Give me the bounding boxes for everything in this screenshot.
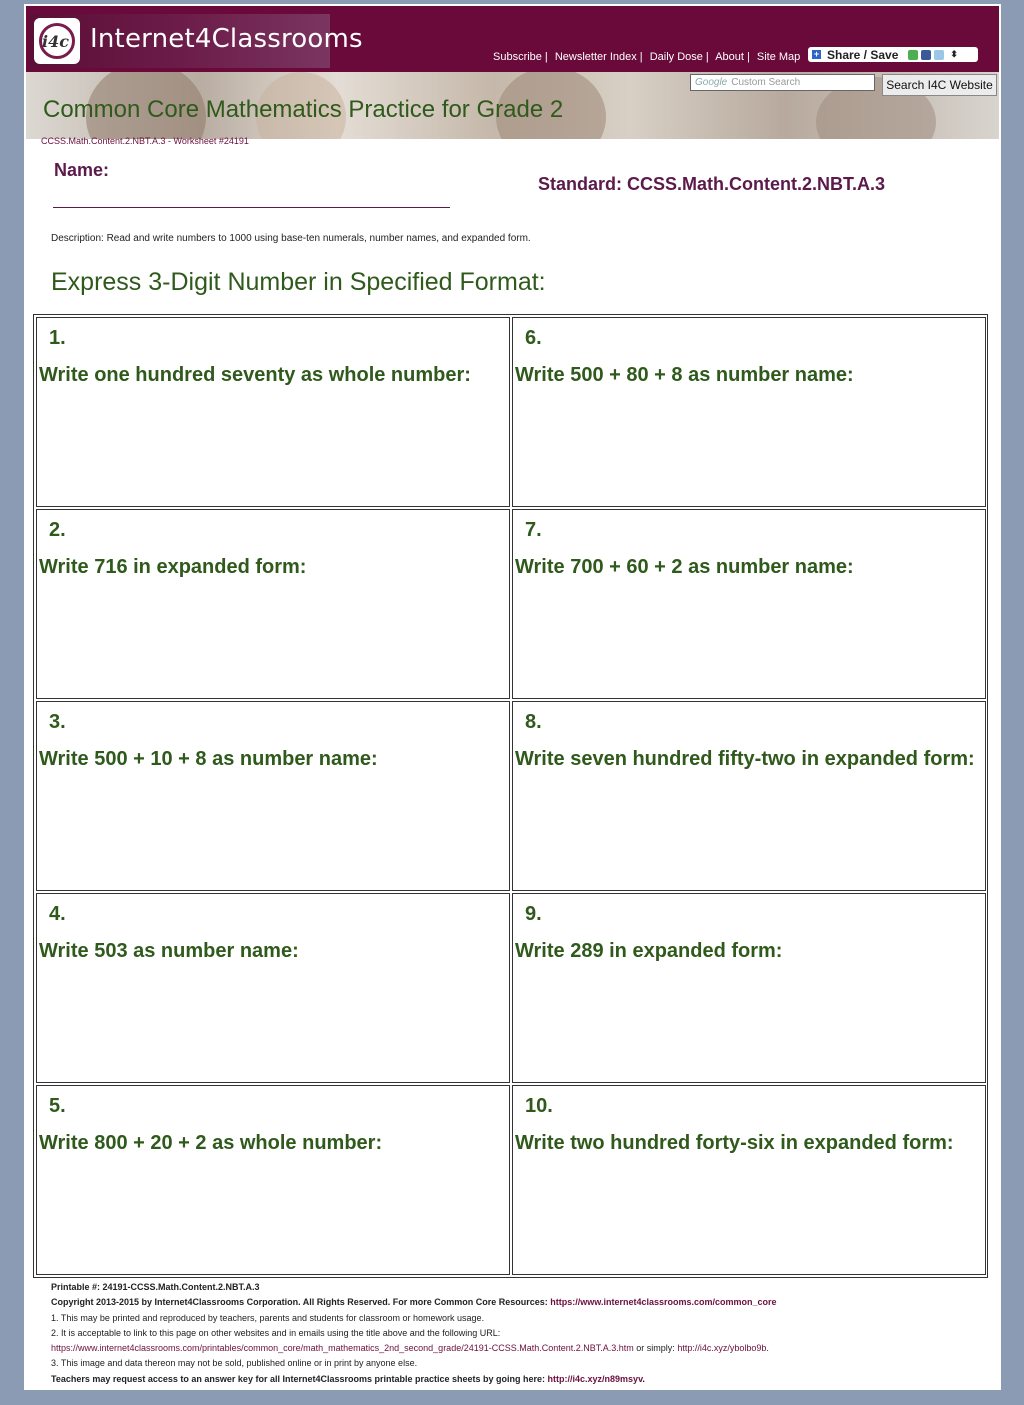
header-banner-image [26,72,999,139]
nav-site-map[interactable]: Site Map [756,51,801,63]
nav-daily-dose[interactable]: Daily Dose [649,51,703,63]
twitter-icon[interactable] [934,50,944,60]
question-number: 10. [525,1095,553,1117]
question-text: Write 500 + 10 + 8 as number name: [39,748,378,770]
question-text: Write 716 in expanded form: [39,556,307,578]
question-text: Write 503 as number name: [39,940,299,962]
question-cell [512,701,986,891]
section-title: Express 3-Digit Number in Specified Format: [51,268,546,296]
question-number: 5. [49,1095,66,1117]
share-label: Share / Save [827,47,899,62]
page-title: Common Core Mathematics Practice for Grade 2 [43,96,564,123]
standard-label: Standard: CCSS.Math.Content.2.NBT.A.3 [538,174,886,194]
question-cell [512,893,986,1083]
description: Description: Read and write numbers to 1000 using base-ten numerals, number names, and expanded form. [51,233,531,244]
google-logo: Google [695,77,728,88]
long-url-link[interactable]: https://www.internet4classrooms.com/printables/common_core/math_mathematics_2nd_second_grade/24191-CCSS.Math.Content.2.NBT.A.3.htm [51,1343,634,1354]
question-number: 7. [525,519,542,541]
note-2: 2. It is acceptable to link to this page on other websites and in emails using the title above and the following URL: [51,1327,501,1338]
question-number: 2. [49,519,66,541]
question-text: Write 700 + 60 + 2 as number name: [515,556,854,578]
question-text: Write seven hundred fifty-two in expanded form: [515,748,975,770]
logo-text: Internet4Classrooms [90,24,363,54]
question-text: Write 500 + 80 + 8 as number name: [515,364,854,386]
question-number: 3. [49,711,66,733]
question-number: 4. [49,903,66,925]
search-input[interactable] [690,74,875,91]
search-button[interactable]: Search I4C Website [882,74,997,96]
question-cell [36,701,510,891]
footer [51,1280,991,1387]
page [24,4,1001,1390]
printable-number: Printable #: 24191-CCSS.Math.Content.2.NBT.A.3 [51,1282,260,1292]
site-header [24,4,1001,141]
facebook-icon[interactable] [921,50,931,60]
site-logo[interactable] [30,14,363,68]
share-save-button[interactable] [808,47,978,62]
question-number: 1. [49,327,66,349]
name-line [53,207,450,208]
question-cell [36,893,510,1083]
nav-newsletter-index[interactable]: Newsletter Index [554,51,637,63]
question-text: Write two hundred forty-six in expanded form: [515,1132,954,1154]
question-cell [512,1085,986,1275]
share-plus-icon: + [813,49,820,59]
question-text: Write one hundred seventy as whole number: [39,364,471,386]
copyright: Copyright 2013-2015 by Internet4Classrooms Corporation. All Rights Reserved. For more Common Core Resources: https://www.internet4classrooms.com/common_core [51,1297,777,1308]
question-cell [512,317,986,507]
nav-subscribe[interactable]: Subscribe [493,51,542,63]
common-core-link[interactable]: https://www.internet4classrooms.com/common_core [550,1297,777,1308]
question-number: 9. [525,903,542,925]
top-nav: Subscribe | Newsletter Index | Daily Dose | About | Site Map [493,51,801,63]
i4c-logo-icon: i4c [34,18,80,64]
question-cell [36,509,510,699]
question-cell [512,509,986,699]
share-dropdown-icon[interactable]: ⬍ [950,49,958,59]
answer-key-note: Teachers may request access to an answer key for all Internet4Classrooms printable practice sheets by going here: http://i4c.xyz/n89msyv. [51,1373,645,1384]
question-grid [33,314,988,1278]
share-email-icon[interactable] [908,50,918,60]
breadcrumb[interactable]: CCSS.Math.Content.2.NBT.A.3 - Worksheet #24191 [41,136,249,146]
question-number: 8. [525,711,542,733]
page-url: https://www.internet4classrooms.com/printables/common_core/math_mathematics_2nd_second_grade/24191-CCSS.Math.Content.2.NBT.A.3.htm or simply: http://i4c.xyz/ybolbo9b. [51,1343,769,1354]
note-1: 1. This may be printed and reproduced by teachers, parents and students for classroom or homework usage. [51,1312,485,1323]
note-3: 3. This image and data thereon may not be sold, published online or in print by anyone else. [51,1358,418,1369]
question-text: Write 289 in expanded form: [515,940,783,962]
name-label: Name: [54,160,110,180]
question-cell [36,317,510,507]
search-placeholder: Custom Search [731,77,801,88]
answer-key-link[interactable]: http://i4c.xyz/n89msyv [547,1373,643,1384]
question-number: 6. [525,327,542,349]
short-url-link[interactable]: http://i4c.xyz/ybolbo9b [677,1343,767,1354]
question-text: Write 800 + 20 + 2 as whole number: [39,1132,383,1154]
nav-about[interactable]: About [715,51,744,63]
question-cell [36,1085,510,1275]
